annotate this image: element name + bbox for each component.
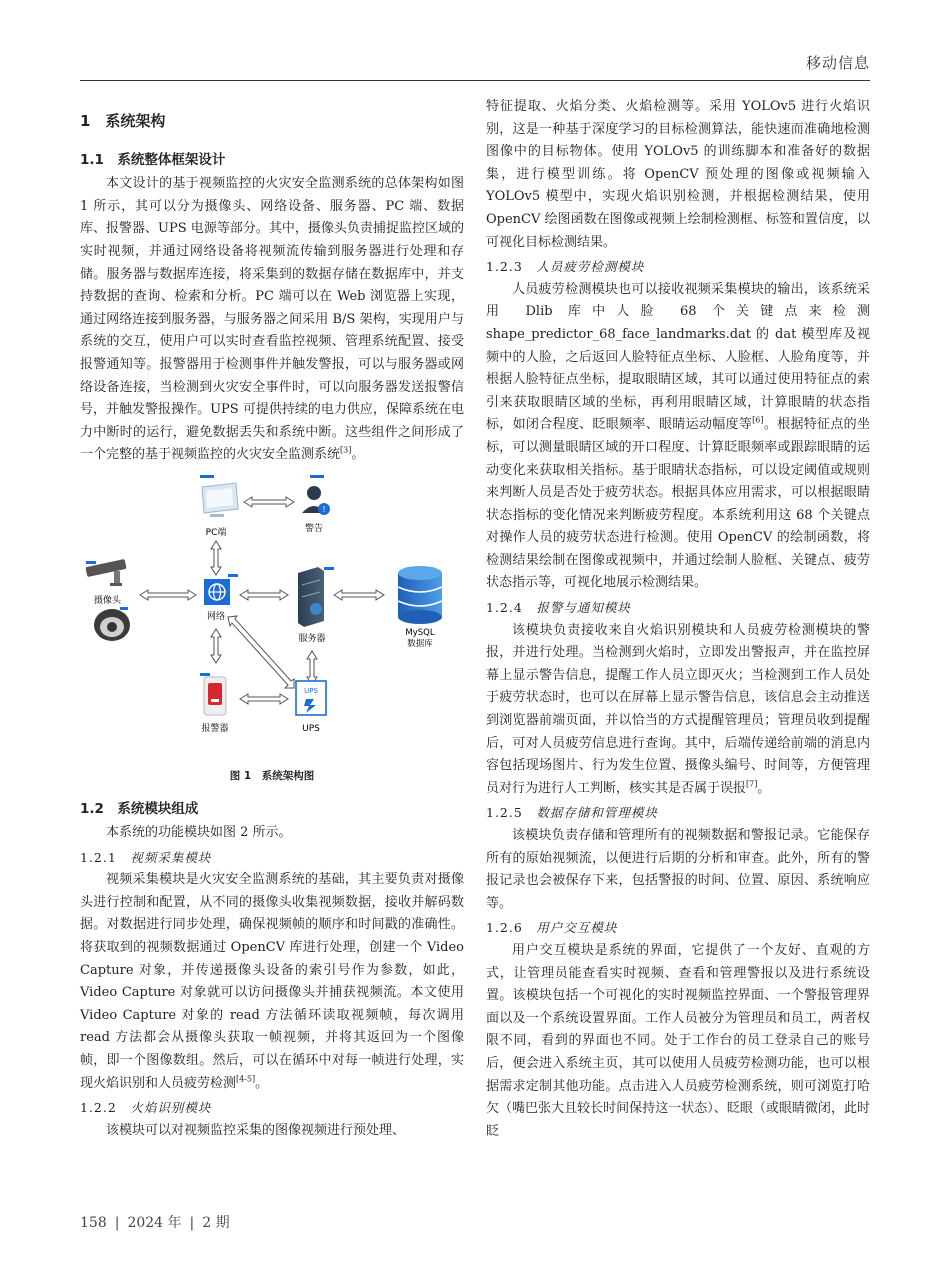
label-db-2: 数据库 <box>407 638 433 649</box>
label-pc: PC端 <box>205 527 227 538</box>
paragraph-1-1 <box>80 173 464 467</box>
header-rule <box>80 80 870 81</box>
figure-1 <box>80 473 464 763</box>
label-notice: 警告 <box>304 523 324 534</box>
label-server: 服务器 <box>298 633 326 644</box>
server-icon <box>298 567 334 627</box>
paragraph-1-2-4: 该模块负责接收来自火焰识别模块和人员疲劳检测模块的警报，并进行处理。当检测到火焰时，立即发出警报声，并在监控屏幕上显示警告信息，提醒工作人员立即灭火；当检测到工作人员处于疲劳状态时，也可以在屏幕上显示警告信息，该信息会主动推送到浏览器前端页面，并以恰当的方式提醒管理员；管理员收到提醒后，可对人员疲劳信息进行查询。其中，后端传递给前端的消息内容包括现场图片、行为发生位置、摄像头编号、时间等，方便管理员对行为进行人工判断，核实其是否属于误报[7]。 <box>486 622 870 796</box>
paragraph-1-2-2-start: 该模块可以对视频监控采集的图像视频进行预处理、 <box>106 1122 406 1138</box>
left-column <box>80 96 464 1142</box>
dome-camera-icon <box>94 607 130 641</box>
page-footer: 158 | 2024 年 | 2 期 <box>80 1215 230 1231</box>
paragraph-1-2-5: 该模块负责存储和管理所有的视频数据和警报记录。它能保存所有的原始视频流，以便进行后期的分析和审查。此外，所有的警报记录也会被保存下来，包括警报的时间、位置、原因、系统响应等。 <box>486 828 870 911</box>
architecture-diagram <box>80 473 464 763</box>
paragraph-1-2-1: 视频采集模块是火灾安全监测系统的基础，其主要负责对摄像头进行控制和配置，从不同的摄像头收集视频数据，接收并解码数据。对数据进行同步处理，确保视频帧的顺序和时间戳的准确性。将获取到的视频数据通过 OpenCV 库进行处理，创建一个 Video Capture 对象，并传递摄像头设备的索引号作为参数，如此，Video Capture 对象就可以访问摄像头并捕获视频流。本文使用 Video Capture 对象的 read 方法循环读取视频帧，每次调用 read 方法都会从摄像头获取一帧视频，并将其返回为一个图像帧，即一个图像数组。然后，可以在循环中对每一帧进行处理，实现火焰识别和人员疲劳检测[4-5]。 <box>80 872 464 1091</box>
alarm-icon <box>200 673 226 715</box>
page-number: 158 <box>80 1215 107 1231</box>
section-1-1-title: 1.1 系统整体框架设计 <box>80 151 226 168</box>
arrow-network-ups <box>228 616 294 688</box>
network-icon <box>204 574 238 605</box>
heading-1-2-3: 1.2.3 人员疲劳检测模块 <box>486 259 645 275</box>
arrow-network-server <box>240 590 288 600</box>
arrow-camera-network <box>140 590 196 600</box>
label-ups: UPS <box>302 723 320 734</box>
heading-1-2-1: 1.2.1 视频采集模块 <box>80 849 212 865</box>
section-1-title: 1 系统架构 <box>80 112 166 130</box>
citation-6: [6] <box>752 415 764 425</box>
footer-issue: 2 期 <box>202 1215 230 1231</box>
heading-1-2-2: 1.2.2 火焰识别模块 <box>80 1100 212 1116</box>
right-column <box>486 96 870 1143</box>
citation-7: [7] <box>746 779 758 789</box>
user-warning-icon <box>302 475 330 515</box>
label-alarm: 报警器 <box>201 723 229 734</box>
footer-year: 2024 年 <box>127 1215 182 1231</box>
paragraph-1-2-6: 用户交互模块是系统的界面，它提供了一个友好、直观的方式，让管理员能查看实时视频、查看和管理警报以及进行系统设置。该模块包括一个可视化的实时视频监控界面、一个警报管理界面以及一个系统设置界面。工作人员被分为管理员和员工，两者权限不同，看到的界面也不同。处于工作台的员工登录自己的账号后，便会进入系统主页，其可以使用人员疲劳检测功能，也可以根据需求定制其他功能。点击进入人员疲劳检测系统，则可浏览打哈欠（嘴巴张大且较长时间保持这一状态）、眨眼（或眼睛微闭，此时眨 <box>486 942 870 1139</box>
label-db: MySQL <box>405 627 435 638</box>
pc-icon <box>200 475 238 517</box>
database-icon <box>398 566 442 624</box>
heading-1-2-4: 1.2.4 报警与通知模块 <box>486 600 631 616</box>
ups-icon <box>296 681 326 715</box>
paragraph-1-1-end: 。 <box>351 447 365 463</box>
arrow-network-alarm <box>211 629 221 663</box>
paragraph-1-1-text: 本文设计的基于视频监控的火灾安全监测系统的总体架构如图 1 所示，其可以分为摄像头、网络设备、服务器、PC 端、数据库、报警器、UPS 电源等部分。其中，摄像头负责捕捉监控区域的实时视频，并通过网络设备将视频流传输到服务器进行处理和存储。服务器与数据库连接，将采集到的数据存储在数据库中，并支持数据的查询、检索和分析。PC 端可以在 Web 浏览器上实现，通过网络连接到服务器，与服务器之间采用 B/S 架构，实现用户与系统的交互，使用户可以实时查看监控视频、管理系统配置、接受报警通知等。报警器用于检测事件并触发警报，可以与服务器或网络设备连接，当检测到火灾安全事件时，可以向服务器发送报警信号，并触发警报操作。UPS 可提供持续的电力供应，保障系统在电力中断时的运行，避免数据丢失和系统中断。这些组件之间形成了一个完整的基于视频监控的火灾安全监测系统 <box>80 176 464 463</box>
camera-icon <box>85 559 126 586</box>
citation-4-5: [4-5] <box>236 1074 256 1084</box>
heading-1-2-5: 1.2.5 数据存储和管理模块 <box>486 805 658 821</box>
citation-3: [3] <box>340 445 352 455</box>
figure-1-caption: 图 1 系统架构图 <box>229 769 315 782</box>
paragraph-1-2-3: 人员疲劳检测模块也可以接收视频采集模块的输出，该系统采用 Dlib 库中人脸 68 个关键点来检测 shape_predictor_68_face_landmarks.dat 的 dat 模型库及视频中的人脸，之后返回人脸特征点坐标、人脸框、人脸角度等，并根据人脸特征点坐标，提取眼睛区域，其可以通过使用特征点的索引来获取眼睛区域的坐标，再利用眼睛区域，计算眼睛的状态指标，如闭合程度、眨眼频率、眼睛运动幅度等[6]。根据特征点的坐标，可以测量眼睛区域的开口程度、计算眨眼频率或跟踪眼睛的运动变化来获取相关指标。基于眼睛状态指标，可以设定阈值或规则来判断人员是否处于疲劳状态。根据具体应用需求，可以根据眼睛状态指标的变化情况来判断疲劳程度。本系统利用这 68 个关键点对操作人员的疲劳状态进行检测。使用 OpenCV 的绘制函数，将检测结果绘制在图像或视频中，并通过绘制人脸框、关键点、疲劳状态指示等，可视化地展示检测结果。 <box>486 281 870 591</box>
paragraph-1-2-intro: 本系统的功能模块如图 2 所示。 <box>106 825 292 841</box>
arrow-pc-network <box>211 541 221 575</box>
section-1-2-title: 1.2 系统模块组成 <box>80 800 199 817</box>
label-network: 网络 <box>206 611 226 622</box>
svg-text:UPS: UPS <box>304 686 318 695</box>
journal-name: 移动信息 <box>805 54 870 72</box>
paragraph-1-2-2-cont: 特征提取、火焰分类、火焰检测等。采用 YOLOv5 进行火焰识别，这是一种基于深度学习的目标检测算法，能快速而准确地检测图像中的目标物体。使用 YOLOv5 的训练脚本和准备好的数据集，进行模型训练。将 OpenCV 预处理的图像或视频输入 YOLOv5 模型中，实现火焰识别检测，并根据检测结果，使用 OpenCV 绘图函数在图像或视频上绘制检测框、标签和置信度，以可视化目标检测结果。 <box>486 99 870 250</box>
heading-1-2-6: 1.2.6 用户交互模块 <box>486 920 618 936</box>
label-camera: 摄像头 <box>94 595 122 606</box>
arrow-server-db <box>334 590 384 600</box>
svg-text:!: ! <box>322 504 326 514</box>
arrow-server-ups <box>307 651 317 685</box>
arrow-pc-notice <box>244 497 294 507</box>
arrow-alarm-ups <box>240 694 288 704</box>
